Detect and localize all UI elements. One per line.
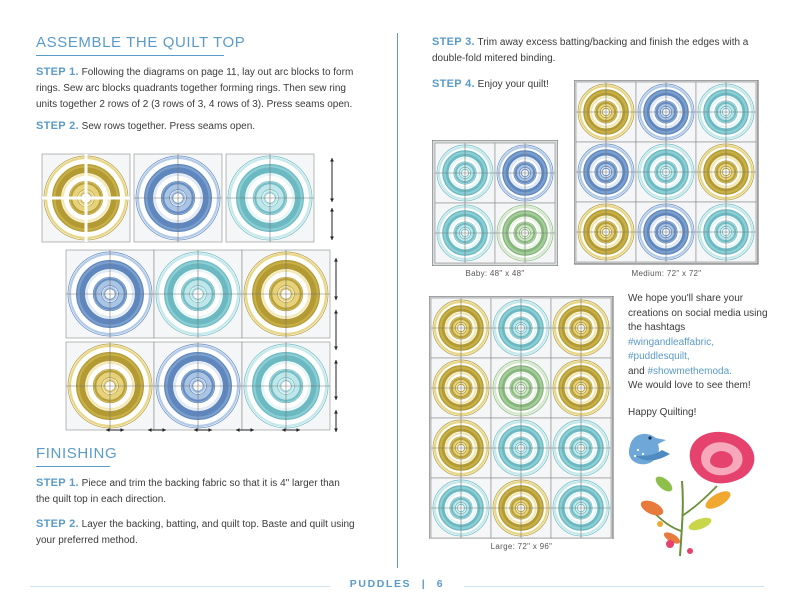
- assemble-step2: [36, 118, 366, 135]
- step3-text: Trim away excess batting/backing and finish the edges with a double-fold mitered binding.: [432, 37, 749, 64]
- hashtag-wingandleaf[interactable]: #wingandleaffabric,: [628, 336, 714, 348]
- fstep1-label: STEP 1.: [36, 477, 79, 489]
- fstep2-label: STEP 2.: [36, 518, 79, 530]
- medium-caption: Medium: 72" x 72": [631, 269, 702, 278]
- assemble-underline: [36, 55, 224, 56]
- hashtag-showmethemoda[interactable]: #showmethemoda.: [647, 365, 732, 377]
- large-caption: Large: 72" x 96": [490, 542, 553, 551]
- step2-label: STEP 2.: [36, 120, 79, 132]
- finishing-step3: [432, 34, 762, 67]
- bird-flower-illustration: [622, 426, 772, 561]
- assembly-diagram: [36, 150, 346, 440]
- step1-label: STEP 1.: [36, 66, 79, 78]
- finishing-step1: [36, 475, 356, 508]
- footer-page-number: 6: [436, 578, 445, 590]
- footer-separator: |: [421, 578, 427, 590]
- footer-title: PUDDLES: [349, 578, 412, 590]
- hashtag-puddlesquilt[interactable]: #puddlesquilt,: [628, 351, 690, 362]
- baby-caption: Baby: 48" x 48": [465, 269, 525, 278]
- step3-label: STEP 3.: [432, 36, 475, 48]
- share-text: We hope you'll share your creations on social media using the hashtags: [628, 293, 768, 333]
- finishing-step2: [36, 516, 366, 549]
- step4-label: STEP 4.: [432, 78, 475, 90]
- footer: [0, 578, 794, 590]
- step2-text: Sew rows together. Press seams open.: [81, 121, 256, 132]
- fstep1-text: Piece and trim the backing fabric so that it is 4" larger than the quilt top in each direction.: [36, 478, 340, 505]
- baby-quilt-image: [432, 140, 558, 266]
- step1-text: Following the diagrams on page 11, lay out arc blocks to form rings. Sew arc blocks quadrants together forming rings. Then sew ring units together 2 rows of 2 (3 rows of 3, 4 rows of 3). Press seams open.: [36, 67, 354, 110]
- assemble-heading: ASSEMBLE THE QUILT TOP: [36, 34, 246, 51]
- column-divider: [397, 33, 398, 568]
- medium-quilt-image: [574, 80, 759, 265]
- hashtag-line: [628, 365, 768, 380]
- large-quilt-image: [429, 296, 614, 539]
- share-block: [628, 292, 768, 420]
- finishing-underline: [36, 466, 110, 467]
- and-word: and: [628, 365, 645, 377]
- happy-quilting: Happy Quilting!: [628, 406, 697, 418]
- finishing-heading: FINISHING: [36, 445, 118, 462]
- love-text: We would love to see them!: [628, 380, 751, 391]
- step4-text: Enjoy your quilt!: [477, 79, 549, 90]
- assemble-step1: [36, 64, 366, 113]
- fstep2-text: Layer the backing, batting, and quilt top. Baste and quilt using your preferred method.: [36, 519, 355, 546]
